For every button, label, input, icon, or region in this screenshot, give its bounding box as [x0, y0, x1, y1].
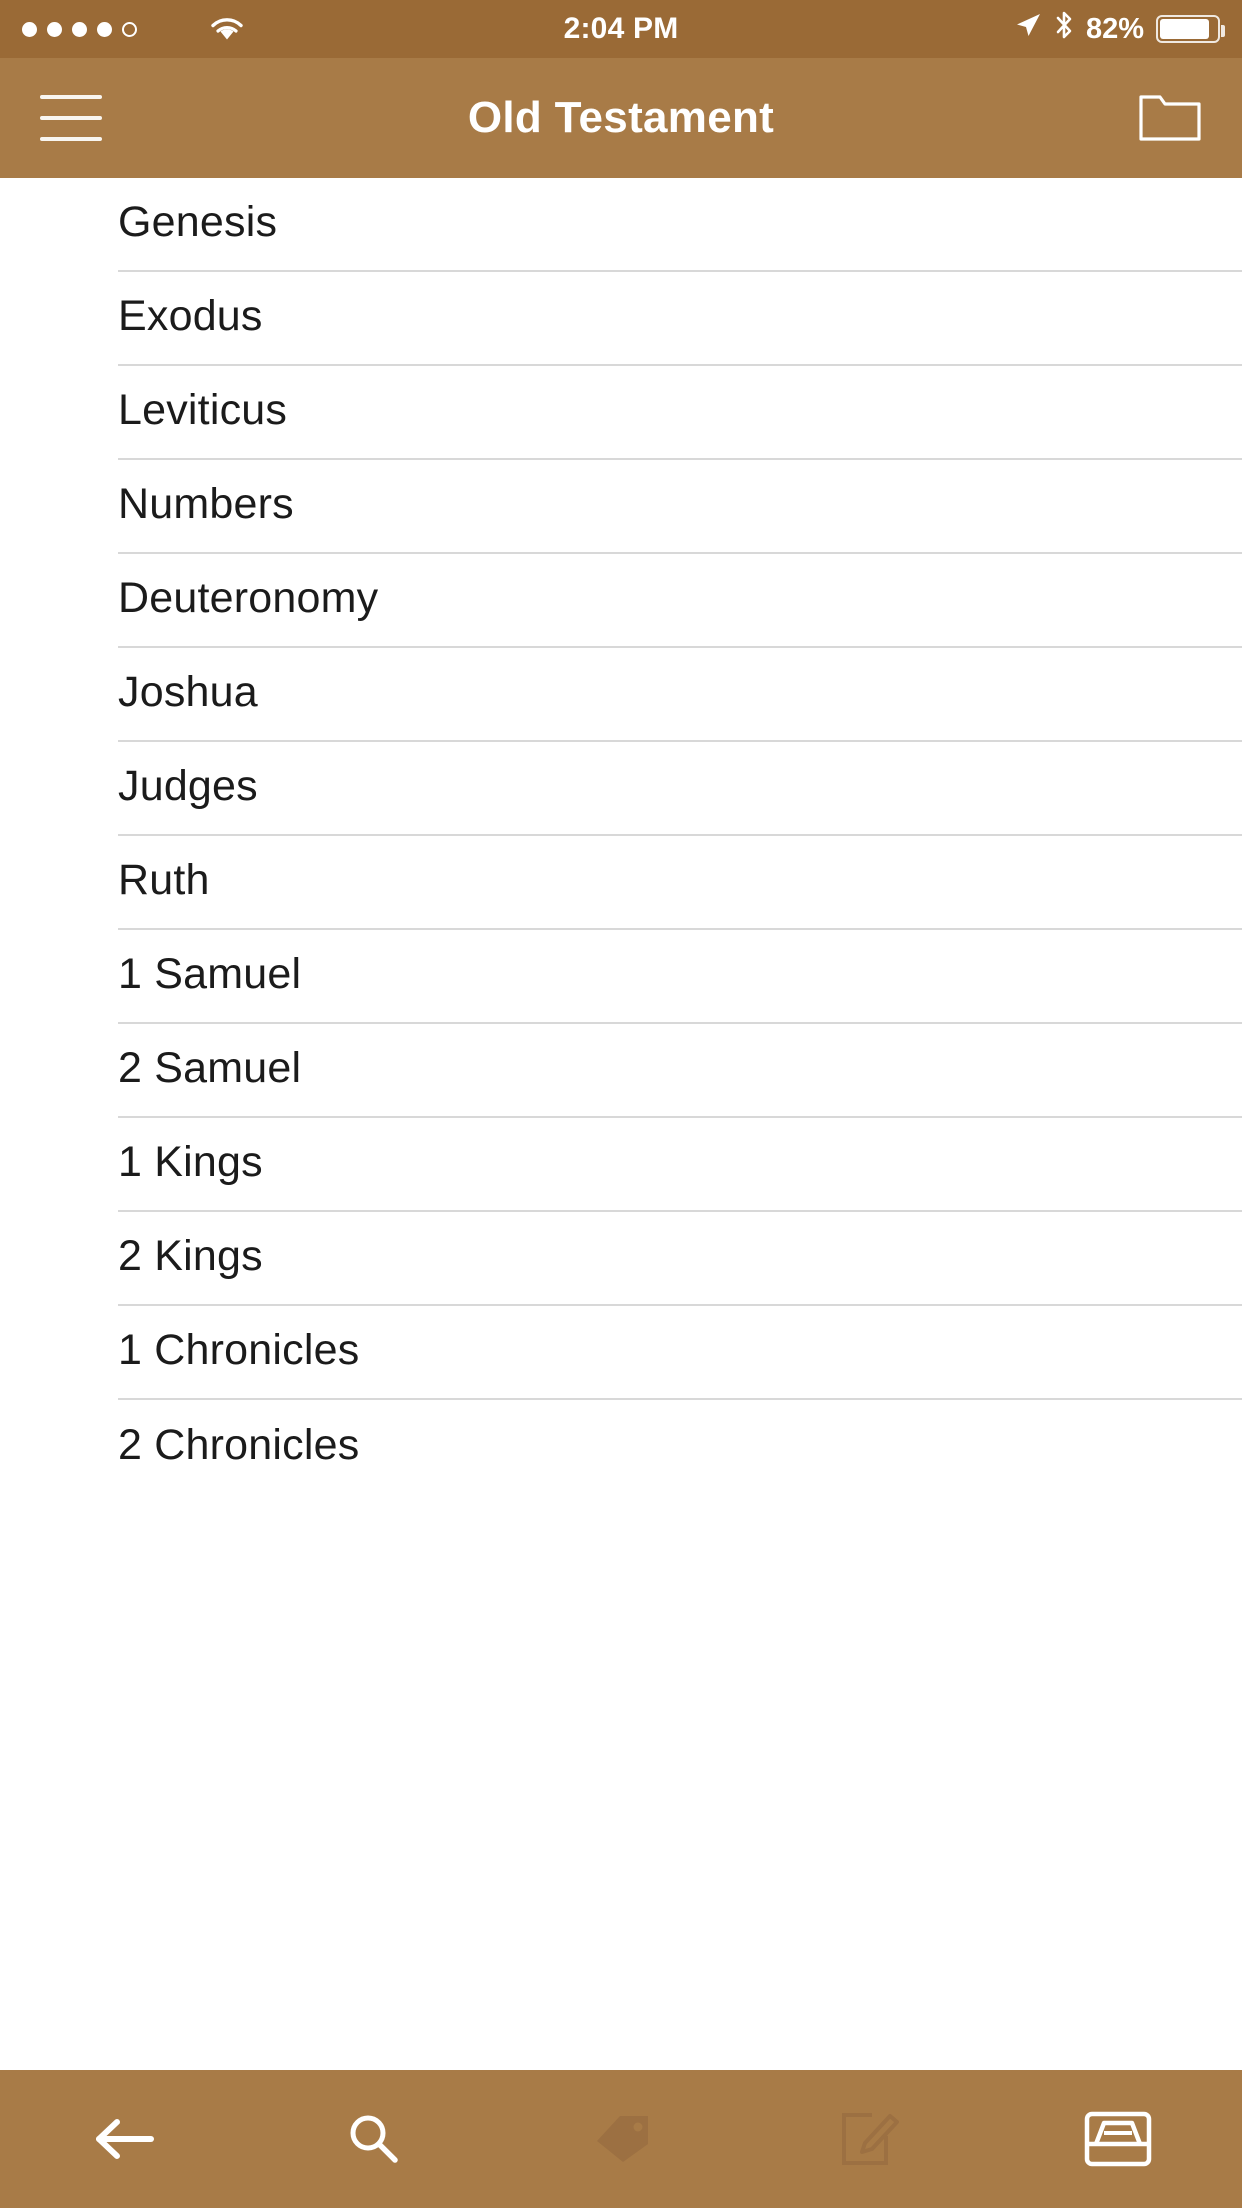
battery-percent-label: 82%	[1085, 12, 1144, 45]
bottom-tab-bar	[0, 2070, 1242, 2208]
list-item[interactable]	[118, 836, 1242, 930]
navigation-bar	[0, 58, 1242, 178]
list-item[interactable]	[118, 1400, 1242, 1494]
list-item-label: 2 Chronicles	[118, 1420, 360, 1469]
list-item[interactable]	[118, 554, 1242, 648]
list-item[interactable]	[118, 1212, 1242, 1306]
list-item-label: Exodus	[118, 291, 263, 340]
status-right-group	[1014, 10, 1220, 48]
list-item[interactable]	[118, 1118, 1242, 1212]
signal-dot	[72, 22, 87, 37]
signal-strength-indicator	[22, 22, 137, 37]
tab-search[interactable]	[248, 2070, 496, 2208]
list-item-label: Ruth	[118, 855, 210, 904]
list-item-label: Joshua	[118, 667, 258, 716]
signal-dot-empty	[122, 22, 137, 37]
list-item-label: Genesis	[118, 197, 278, 246]
tab-tags[interactable]	[497, 2070, 745, 2208]
location-arrow-icon	[1014, 11, 1042, 47]
list-item-label: 2 Samuel	[118, 1043, 302, 1092]
signal-dot	[47, 22, 62, 37]
tab-back[interactable]	[0, 2070, 248, 2208]
list-item[interactable]	[118, 272, 1242, 366]
list-item-label: 2 Kings	[118, 1231, 263, 1280]
signal-dot	[97, 22, 112, 37]
tab-library[interactable]	[994, 2070, 1242, 2208]
status-time: 2:04 PM	[563, 12, 679, 45]
folder-icon[interactable]	[1138, 92, 1202, 144]
list-item[interactable]	[118, 1306, 1242, 1400]
status-bar	[0, 0, 1242, 58]
list-item[interactable]	[118, 366, 1242, 460]
bluetooth-icon	[1054, 10, 1074, 48]
hamburger-menu-icon[interactable]	[40, 95, 102, 141]
list-item[interactable]	[118, 1024, 1242, 1118]
tab-notes[interactable]	[745, 2070, 993, 2208]
search-icon	[345, 2111, 401, 2167]
list-item-label: Judges	[118, 761, 258, 810]
list-item-label: 1 Samuel	[118, 949, 302, 998]
library-box-icon	[1084, 2111, 1152, 2167]
list-item[interactable]	[118, 648, 1242, 742]
list-item-label: Deuteronomy	[118, 573, 379, 622]
list-item[interactable]	[118, 930, 1242, 1024]
book-list[interactable]	[0, 178, 1242, 2070]
list-item-label: 1 Kings	[118, 1137, 263, 1186]
list-item[interactable]	[118, 178, 1242, 272]
battery-icon	[1156, 15, 1220, 43]
list-item[interactable]	[118, 742, 1242, 836]
list-item[interactable]	[118, 460, 1242, 554]
signal-dot	[22, 22, 37, 37]
list-item-label: 1 Chronicles	[118, 1325, 360, 1374]
compose-pencil-icon	[839, 2110, 899, 2168]
list-item-label: Leviticus	[118, 385, 288, 434]
list-item-label: Numbers	[118, 479, 294, 528]
tag-icon	[590, 2113, 652, 2165]
wifi-icon	[209, 15, 245, 43]
back-arrow-icon	[93, 2116, 155, 2162]
page-title: Old Testament	[467, 93, 775, 142]
